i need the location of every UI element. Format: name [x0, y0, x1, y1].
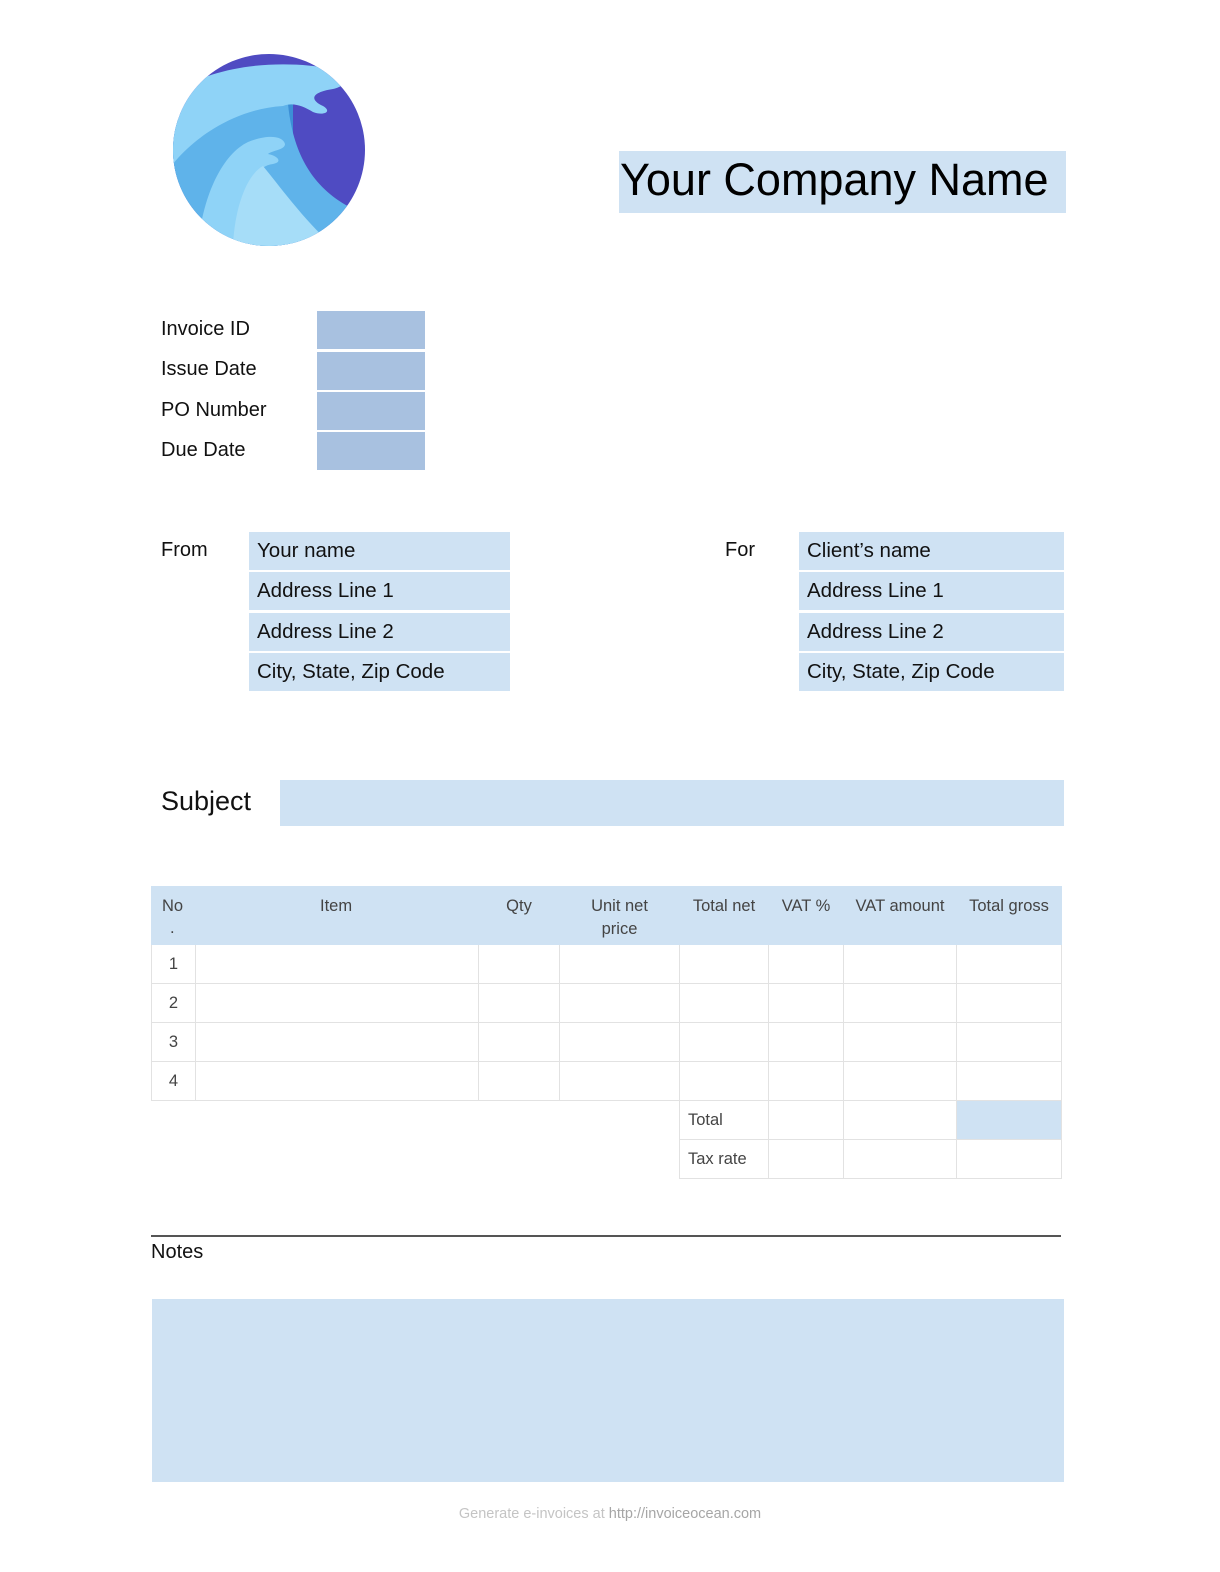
total-vat-pct-cell[interactable]	[769, 1101, 844, 1140]
due-date-field[interactable]	[317, 432, 425, 470]
vat-amount-cell[interactable]	[844, 1062, 957, 1101]
vat-pct-cell[interactable]	[769, 1023, 844, 1062]
col-header-vat-pct: VAT %	[769, 887, 844, 945]
total-gross-cell[interactable]	[957, 1062, 1062, 1101]
summary-spacer	[152, 1140, 680, 1179]
table-row	[152, 1062, 1062, 1101]
item-cell[interactable]	[196, 1062, 479, 1101]
po-number-label: PO Number	[161, 399, 267, 421]
total-gross-amount-field[interactable]	[957, 1101, 1062, 1140]
notes-field[interactable]	[152, 1299, 1064, 1482]
table-header-row	[152, 887, 1062, 945]
col-header-total-gross: Total gross	[957, 887, 1062, 945]
col-header-unit-line1: Unit net	[591, 897, 648, 915]
col-header-unit-net-price	[560, 887, 680, 945]
summary-row-tax-rate	[152, 1140, 1062, 1179]
tax-rate-vat-pct-cell[interactable]	[769, 1140, 844, 1179]
vat-pct-cell[interactable]	[769, 945, 844, 984]
table-row	[152, 1023, 1062, 1062]
item-cell[interactable]	[196, 945, 479, 984]
invoice-id-field[interactable]	[317, 311, 425, 349]
col-header-vat-amount: VAT amount	[844, 887, 957, 945]
total-net-cell[interactable]	[680, 945, 769, 984]
total-gross-cell[interactable]	[957, 984, 1062, 1023]
subject-label: Subject	[161, 786, 252, 816]
col-header-no	[152, 887, 196, 945]
vat-pct-cell[interactable]	[769, 1062, 844, 1101]
summary-spacer	[152, 1101, 680, 1140]
footer-link[interactable]: http://invoiceocean.com	[608, 1506, 762, 1522]
subject-field[interactable]	[280, 780, 1064, 826]
issue-date-label: Issue Date	[161, 358, 257, 380]
item-cell[interactable]	[196, 1023, 479, 1062]
row-number: 2	[152, 984, 196, 1023]
tax-rate-total-gross-cell[interactable]	[957, 1140, 1062, 1179]
total-gross-cell[interactable]	[957, 945, 1062, 984]
row-number: 3	[152, 1023, 196, 1062]
client-name-field[interactable]: Client’s name	[799, 532, 1064, 570]
qty-cell[interactable]	[479, 1062, 560, 1101]
notes-label: Notes	[151, 1241, 204, 1263]
invoice-id-label: Invoice ID	[161, 318, 250, 340]
footer	[0, 1506, 1220, 1522]
row-number: 4	[152, 1062, 196, 1101]
unit-net-price-cell[interactable]	[560, 945, 680, 984]
total-gross-cell[interactable]	[957, 1023, 1062, 1062]
tax-rate-vat-amount-cell[interactable]	[844, 1140, 957, 1179]
total-net-cell[interactable]	[680, 1023, 769, 1062]
qty-cell[interactable]	[479, 945, 560, 984]
company-name-field[interactable]: Your Company Name	[619, 151, 1066, 213]
col-header-unit-line2: price	[601, 920, 638, 938]
unit-net-price-cell[interactable]	[560, 1062, 680, 1101]
total-net-cell[interactable]	[680, 984, 769, 1023]
vat-amount-cell[interactable]	[844, 984, 957, 1023]
vat-amount-cell[interactable]	[844, 1023, 957, 1062]
qty-cell[interactable]	[479, 1023, 560, 1062]
due-date-label: Due Date	[161, 439, 246, 461]
col-header-total-net: Total net	[680, 887, 769, 945]
row-number: 1	[152, 945, 196, 984]
client-address-line2-field[interactable]: Address Line 2	[799, 613, 1064, 651]
tax-rate-label: Tax rate	[680, 1140, 769, 1179]
total-vat-amount-cell[interactable]	[844, 1101, 957, 1140]
unit-net-price-cell[interactable]	[560, 984, 680, 1023]
vat-pct-cell[interactable]	[769, 984, 844, 1023]
footer-text: Generate e-invoices at	[458, 1506, 609, 1522]
total-net-cell[interactable]	[680, 1062, 769, 1101]
qty-cell[interactable]	[479, 984, 560, 1023]
col-header-qty: Qty	[479, 887, 560, 945]
table-row	[152, 945, 1062, 984]
client-city-state-zip-field[interactable]: City, State, Zip Code	[799, 653, 1064, 691]
from-address-line1-field[interactable]: Address Line 1	[249, 572, 510, 610]
from-name-field[interactable]: Your name	[249, 532, 510, 570]
total-label: Total	[680, 1101, 769, 1140]
col-header-no-line2: .	[170, 919, 175, 937]
issue-date-field[interactable]	[317, 352, 425, 390]
from-label: From	[161, 539, 208, 561]
table-row	[152, 984, 1062, 1023]
company-logo	[173, 54, 365, 246]
vat-amount-cell[interactable]	[844, 945, 957, 984]
summary-row-total	[152, 1101, 1062, 1140]
from-address-line2-field[interactable]: Address Line 2	[249, 613, 510, 651]
wave-globe-logo-icon	[173, 54, 365, 246]
client-address-line1-field[interactable]: Address Line 1	[799, 572, 1064, 610]
col-header-item: Item	[196, 887, 479, 945]
items-table	[151, 886, 1062, 1179]
po-number-field[interactable]	[317, 392, 425, 430]
unit-net-price-cell[interactable]	[560, 1023, 680, 1062]
item-cell[interactable]	[196, 984, 479, 1023]
from-city-state-zip-field[interactable]: City, State, Zip Code	[249, 653, 510, 691]
col-header-no-line1: No	[162, 897, 184, 915]
for-label: For	[725, 539, 755, 561]
notes-divider	[151, 1235, 1061, 1237]
